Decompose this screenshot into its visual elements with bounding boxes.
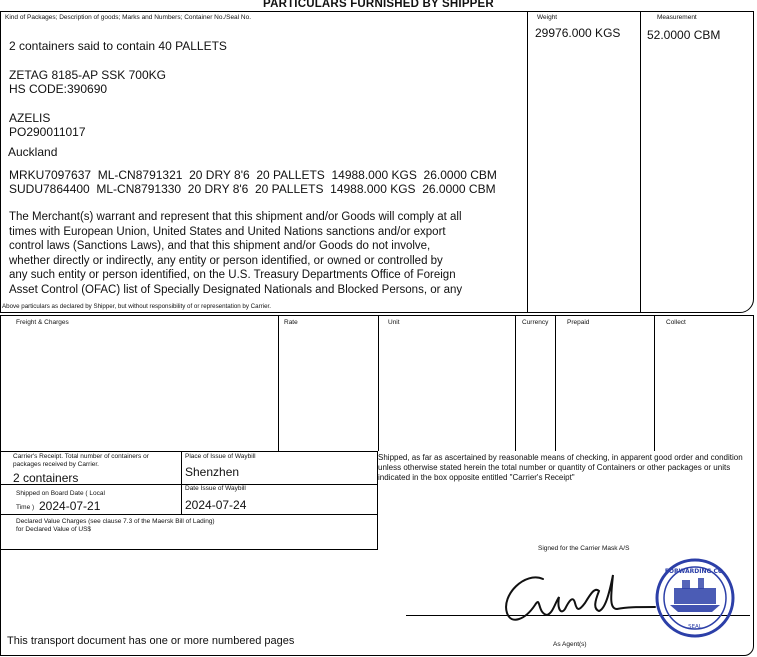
- as-agent-label: As Agent(s): [553, 641, 587, 648]
- warranty-line: any such entity or person identified, on the U.S. Treasury Departments Office of Foreign: [9, 269, 456, 282]
- carriers-receipt-label: Carrier's Receipt. Total number of containers or packages received by Carrier.: [13, 453, 149, 468]
- warranty-line: The Merchant(s) warrant and represent that this shipment and/or Goods will comply at all: [9, 211, 462, 223]
- measurement-divider: [640, 12, 641, 312]
- particulars-footnote: Above particulars as declared by Shipper, but without responsibility of or representation by Carrier.: [2, 303, 271, 310]
- warranty-line: control laws (Sanctions Laws), and that this shipment and/or Goods do not involve,: [9, 240, 431, 253]
- container-row: MRKU7097637 ML-CN8791321 20 DRY 8'6 20 PALLETS 14988.000 KGS 26.0000 CBM: [9, 168, 497, 182]
- weight-label: Weight: [537, 14, 558, 21]
- consignee-name: AZELIS: [9, 111, 51, 125]
- freight-charges-label: Freight & Charges: [16, 319, 69, 326]
- currency-label: Currency: [522, 319, 549, 326]
- footer-note: This transport document has one or more numbered pages: [7, 635, 295, 647]
- date-issue-label: Date Issue of Waybill: [185, 485, 246, 492]
- shipped-label: Shipped on Board Date ( Local: [16, 490, 105, 497]
- unit-label: Unit: [388, 319, 400, 326]
- warranty-line: Asset Control (OFAC) list of Specially Designated Nationals and Blocked Persons, or any: [9, 283, 463, 296]
- date-issue-value: 2024-07-24: [185, 498, 247, 512]
- signed-for-carrier-label: Signed for the Carrier Mask A/S: [538, 545, 630, 552]
- rate-divider: [278, 316, 279, 451]
- prepaid-label: Prepaid: [567, 319, 590, 326]
- company-stamp: [652, 558, 742, 638]
- place-issue-value: Shenzhen: [185, 465, 240, 479]
- warranty-line: whether directly or indirectly, any entity or person identified, or owned or controlled by: [9, 254, 443, 267]
- stamp-text-bottom: SEAL: [688, 624, 702, 630]
- warranty-line: times with European Union, United States and United Nations sanctions and/or export: [9, 225, 446, 238]
- measurement-value: 52.0000 CBM: [647, 28, 721, 42]
- hs-code: HS CODE:390690: [9, 82, 108, 96]
- place-issue-label: Place of Issue of Waybill: [185, 453, 256, 460]
- shipped-date-value: 2024-07-21: [39, 499, 101, 513]
- particulars-label: Kind of Packages; Description of goods; Marks and Numbers; Container No./Seal No.: [5, 14, 252, 21]
- container-row: SUDU7864400 ML-CN8791330 20 DRY 8'6 20 PALLETS 14988.000 KGS 26.0000 CBM: [9, 182, 496, 196]
- containers-summary: 2 containers said to contain 40 PALLETS: [9, 39, 227, 53]
- unit-divider: [378, 316, 379, 451]
- carriers-receipt-value: 2 containers: [13, 471, 79, 485]
- receipt-divider: [181, 451, 182, 514]
- handwritten-signature: [495, 565, 665, 630]
- measurement-label: Measurement: [657, 14, 697, 21]
- product-name: ZETAG 8185-AP SSK 700KG: [9, 68, 166, 82]
- prepaid-divider: [555, 316, 556, 451]
- stamp-text-top: FORWARDING CO.: [664, 568, 726, 575]
- weight-value: 29976.000 KGS: [535, 26, 621, 40]
- currency-divider: [515, 316, 516, 451]
- rate-label: Rate: [284, 319, 298, 326]
- collect-divider: [654, 316, 655, 451]
- sanctions-warranty: [9, 210, 529, 298]
- shipped-statement: Shipped, as far as ascertained by reasonable means of checking, in apparent good order and condition unless otherwise stated herein the total number or quantity of Containers or other packages or units indicated in the box opposite entitled "Carrier's Receipt": [378, 453, 743, 482]
- declared-value-label: Declared Value Charges (see clause 7.3 of the Maersk Bill of Lading) for Declared Value of US$: [16, 518, 215, 533]
- receipt-hline: [0, 514, 378, 515]
- document-title: PARTICULARS FURNISHED BY SHIPPER: [263, 0, 494, 10]
- shipped-label-time: Time ): [16, 504, 35, 511]
- destination-place: Auckland: [8, 145, 58, 159]
- collect-label: Collect: [666, 319, 686, 326]
- purchase-order: PO290011017: [9, 125, 86, 139]
